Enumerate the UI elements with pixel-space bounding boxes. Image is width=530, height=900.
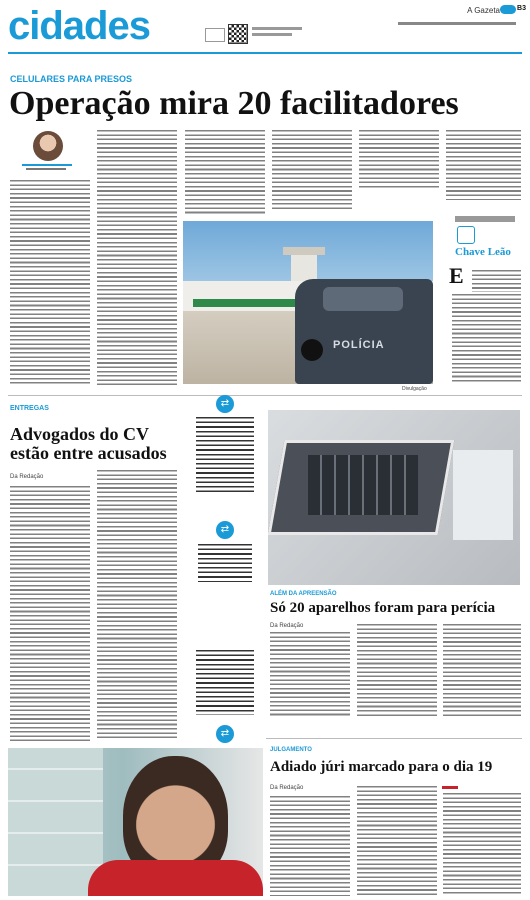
prison-photo xyxy=(183,221,433,384)
author-name xyxy=(22,164,72,166)
main-column-1 xyxy=(10,180,90,385)
red-shirt xyxy=(88,860,263,896)
story3-headline: Só 20 aparelhos foram para perícia xyxy=(270,600,496,616)
story3-column-2 xyxy=(357,624,437,717)
story4-headline: Adiado júri marcado para o dia 19 xyxy=(270,759,493,775)
story4-column-1 xyxy=(270,796,350,896)
header-rule xyxy=(8,52,522,54)
info-icon-1: ⇄ xyxy=(216,395,234,413)
watchtower-roof xyxy=(283,247,325,255)
defendant-photo xyxy=(8,748,263,896)
story4-column-3 xyxy=(443,793,521,896)
story2-column-1 xyxy=(10,486,90,741)
section-divider xyxy=(8,395,522,396)
section-title: cidades xyxy=(8,4,150,48)
main-column-5 xyxy=(359,130,439,190)
edition-box xyxy=(205,28,225,42)
police-vehicle-window xyxy=(323,287,403,311)
chave-title: Chave Leão xyxy=(455,246,511,258)
brand-logo-icon xyxy=(500,5,516,14)
qr-code[interactable] xyxy=(228,24,248,44)
page-number: B3 xyxy=(517,5,526,12)
chave-column-top xyxy=(472,270,521,292)
story4-tag xyxy=(442,786,458,789)
photo-credit: Divulgação xyxy=(402,386,427,392)
vehicle-wheel xyxy=(301,339,323,361)
chave-column xyxy=(452,294,521,384)
info-icon-2: ⇄ xyxy=(216,521,234,539)
story3-column-1 xyxy=(270,632,350,717)
author-role xyxy=(26,168,66,170)
brand-name: A Gazeta xyxy=(467,6,500,15)
police-vehicle-label: POLÍCIA xyxy=(333,339,385,351)
phones-grid xyxy=(308,455,418,515)
phones-photo xyxy=(268,410,520,585)
main-column-6 xyxy=(446,130,521,200)
main-column-4 xyxy=(272,130,352,210)
key-icon xyxy=(457,226,475,244)
story4-kicker: JULGAMENTO xyxy=(270,747,312,753)
story2-column-2 xyxy=(97,470,177,741)
paper-bag xyxy=(453,450,513,540)
story2-headline: Advogados do CV estão entre acusados xyxy=(10,424,167,463)
story2-kicker: ENTREGAS xyxy=(10,405,49,412)
main-column-2 xyxy=(97,130,177,385)
sidebar-note-2 xyxy=(198,544,252,582)
story3-byline: Da Redação xyxy=(270,623,304,629)
main-headline: Operação mira 20 facilitadores xyxy=(9,85,459,122)
chave-header-line xyxy=(455,216,515,222)
story3-kicker: ALÉM DA APREENSÃO xyxy=(270,591,337,597)
story4-column-2 xyxy=(357,786,437,896)
window-background xyxy=(8,748,103,896)
chave-dropcap: E xyxy=(449,263,464,288)
story4-byline: Da Redação xyxy=(270,785,304,791)
story2-byline: Da Redação xyxy=(10,474,44,480)
sidebar-note-1 xyxy=(196,417,254,495)
author-avatar xyxy=(33,131,63,161)
main-kicker: CELULARES PARA PRESOS xyxy=(10,74,133,84)
qr-caption-2 xyxy=(252,33,292,36)
info-icon-3: ⇄ xyxy=(216,725,234,743)
section-divider-2 xyxy=(266,738,522,739)
dateline xyxy=(398,22,516,25)
sidebar-note-3 xyxy=(196,650,254,715)
main-column-3 xyxy=(185,130,265,215)
story3-column-3 xyxy=(443,624,521,717)
qr-caption xyxy=(252,27,302,30)
